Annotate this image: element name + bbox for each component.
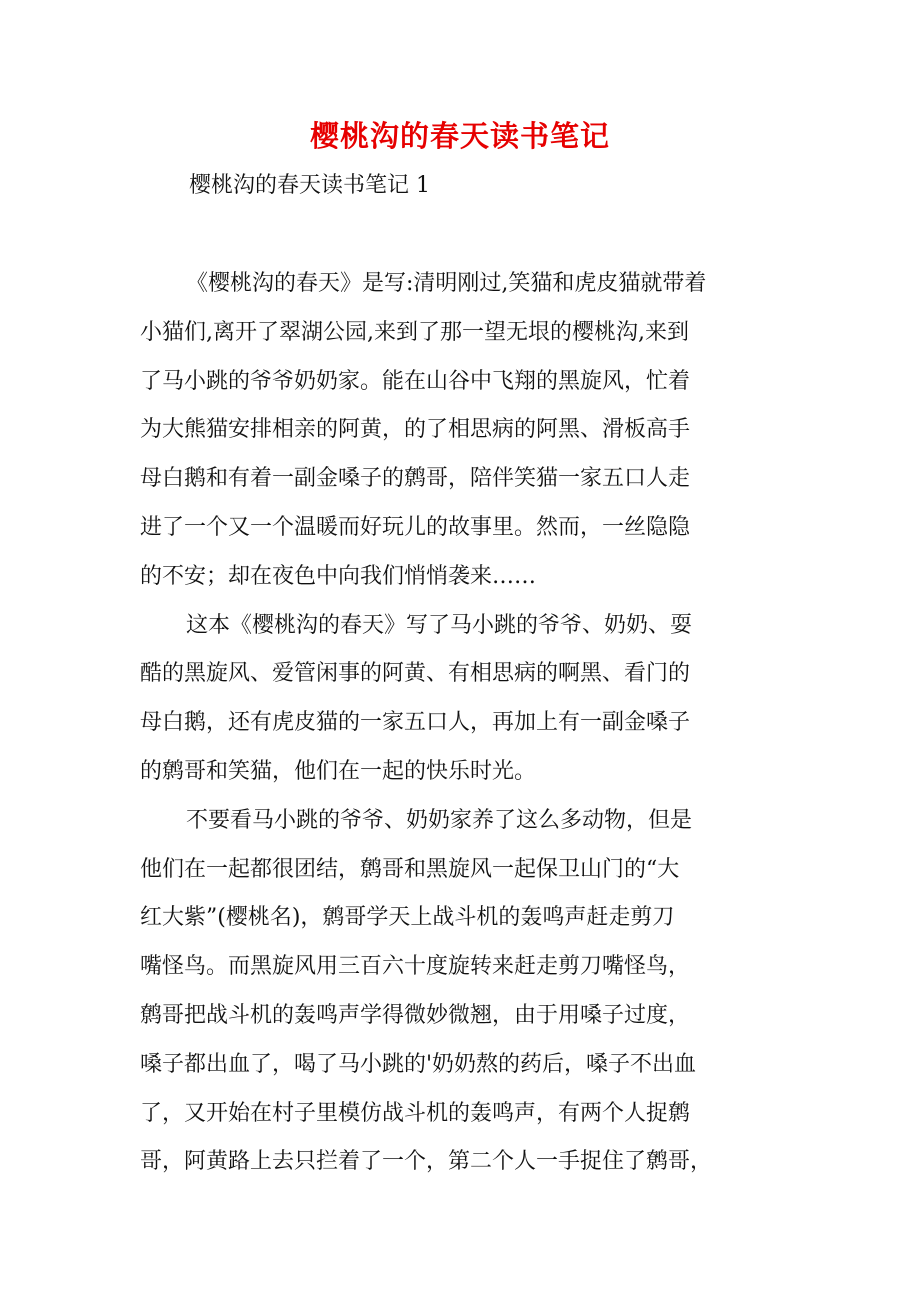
- paragraph-2: [140, 602, 780, 797]
- paragraph-line: 进了一个又一个温暖而好玩儿的故事里。然而，一丝隐隐: [140, 514, 691, 540]
- paragraph-line: 的鹩哥和笑猫，他们在一起的快乐时光。: [140, 758, 537, 784]
- paragraph-line: 为大熊猫安排相亲的阿黄，的了相思病的阿黑、滑板高手: [140, 417, 691, 443]
- paragraph-line: 红大紫”(樱桃名)，鹩哥学天上战斗机的轰鸣声赶走剪刀: [140, 905, 675, 931]
- paragraph-3: [140, 797, 780, 1187]
- paragraph-line: 嗓子都出血了，喝了马小跳的'奶奶熬的药后，嗓子不出血: [140, 1051, 697, 1077]
- paragraph-line: 了，又开始在村子里模仿战斗机的轰鸣声，有两个人捉鹩: [140, 1100, 691, 1126]
- paragraph-line: 这本《樱桃沟的春天》写了马小跳的爷爷、奶奶、耍: [186, 612, 693, 638]
- paragraph-line: 鹩哥把战斗机的轰鸣声学得微妙微翘，由于用嗓子过度，: [140, 1002, 691, 1028]
- paragraph-line: 嘴怪鸟。而黑旋风用三百六十度旋转来赶走剪刀嘴怪鸟，: [140, 954, 691, 980]
- paragraph-1: [140, 260, 780, 602]
- paragraph-line: 小猫们,离开了翠湖公园,来到了那一望无垠的樱桃沟,来到: [140, 319, 689, 345]
- document-body: [140, 260, 780, 1187]
- paragraph-line: 母白鹅和有着一副金嗓子的鹩哥，陪伴笑猫一家五口人走: [140, 466, 691, 492]
- paragraph-line: 他们在一起都很团结，鹩哥和黑旋风一起保卫山门的“大: [140, 856, 680, 882]
- document-title: 樱桃沟的春天读书笔记: [309, 119, 610, 153]
- document-subtitle: 樱桃沟的春天读书笔记 1: [189, 173, 430, 198]
- paragraph-line: 了马小跳的爷爷奶奶家。能在山谷中飞翔的黑旋风，忙着: [140, 368, 691, 394]
- paragraph-line: 不要看马小跳的爷爷、奶奶家养了这么多动物，但是: [186, 807, 693, 833]
- paragraph-line: 哥，阿黄路上去只拦着了一个，第二个人一手捉住了鹩哥，: [140, 1149, 713, 1175]
- paragraph-line: 《樱桃沟的春天》是写:清明刚过,笑猫和虎皮猫就带着: [186, 271, 707, 296]
- paragraph-line: 母白鹅，还有虎皮猫的一家五口人，再加上有一副金嗓子: [140, 710, 691, 736]
- paragraph-line: 酷的黑旋风、爱管闲事的阿黄、有相思病的啊黑、看门的: [140, 661, 691, 687]
- paragraph-line: 的不安；却在夜色中向我们悄悄袭来……: [140, 563, 537, 589]
